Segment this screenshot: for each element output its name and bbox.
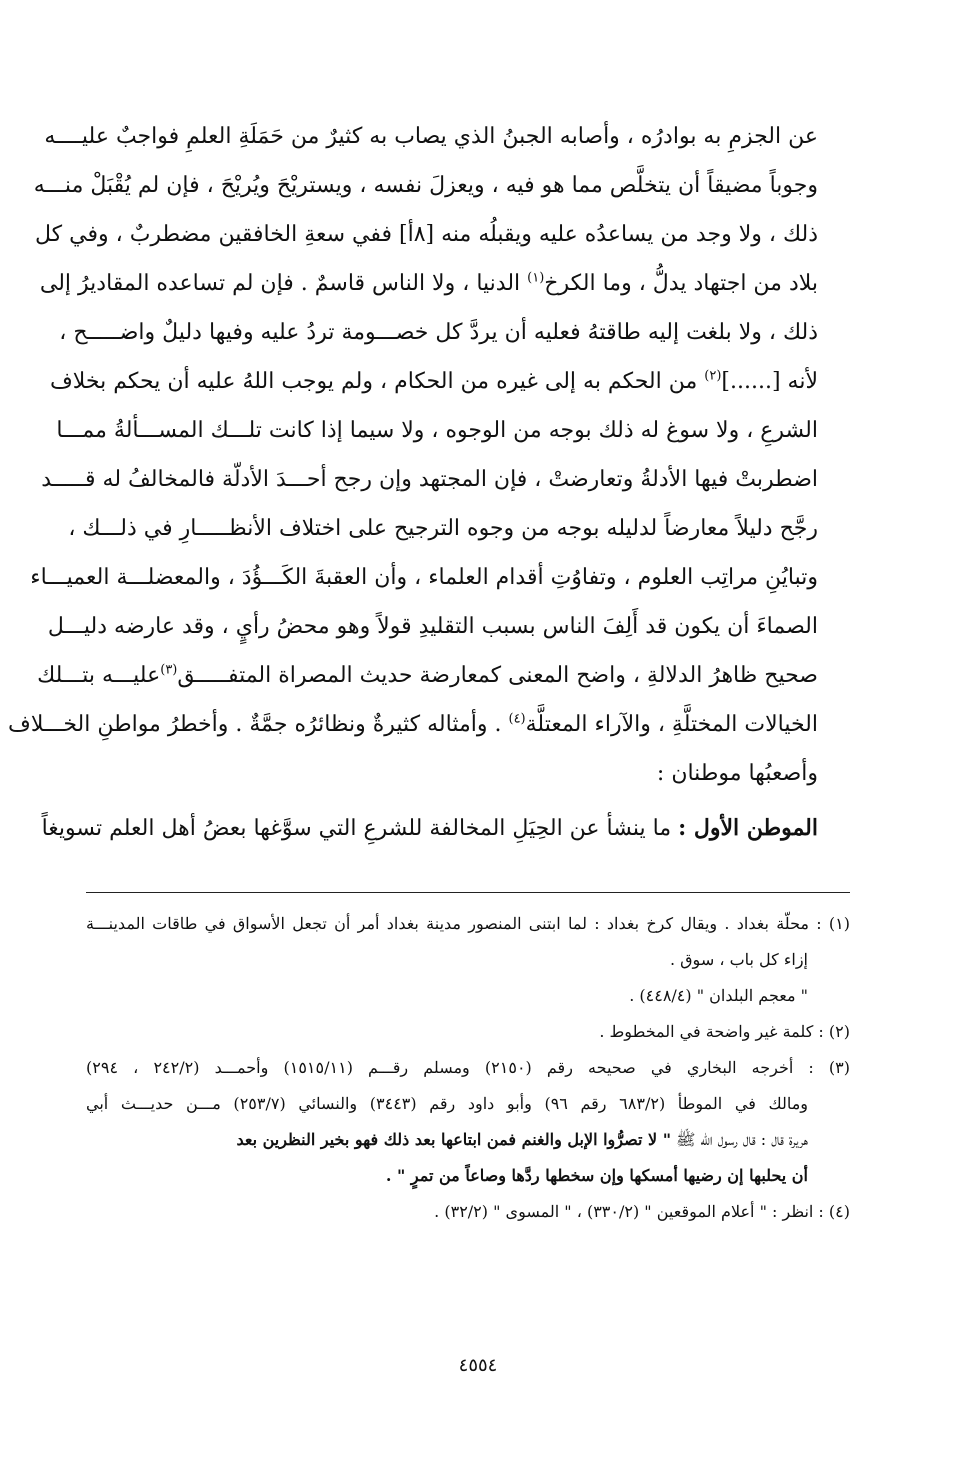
text-line-1 [44, 112, 818, 161]
footnote-separator [86, 892, 850, 893]
text-line-6-part-b: من الحكم به إلى غيره من الحكام ، ولم يوجب اللهُ عليه أن يحكم بخلاف [49, 369, 698, 394]
text-line-8 [41, 455, 818, 504]
text-line-4-part-a: بلاد من اجتهاد يدلُّ ، وما الكرخ [544, 271, 818, 296]
footnote-3-text-3: هريرة قال : قال رسول الله [700, 1130, 808, 1149]
footnote-2-text: (٢) : كلمة غير واضحة في المخطوط . [599, 1022, 850, 1041]
text-line-12-part-b: عليـــه بتـــلك [37, 663, 161, 688]
text-line-12 [37, 651, 818, 700]
text-line-7-content: الشرعِ ، ولا سوغ له ذلك بوجه من الوجوه ، ولا سيما إذا كانت تلـــك المســـألةُ ممـــا [56, 418, 818, 443]
text-line-6 [49, 357, 818, 406]
text-line-15 [41, 804, 818, 853]
footnote-1-line-1 [86, 906, 850, 942]
footnote-3-line-3 [86, 1122, 850, 1158]
text-line-14 [86, 749, 818, 798]
text-line-3 [35, 210, 818, 259]
footnote-marker-1[interactable]: (١) [527, 270, 545, 286]
hadith-text-1: " لا تصرُّوا الإبل والغنم فمن ابتاعها بعد ذلك فهو بخير النظرين بعد [236, 1130, 672, 1149]
page-number: ٤٥٥٤ [458, 1355, 498, 1376]
text-line-14-content: وأصعبُها موطنان : [656, 761, 818, 786]
footnotes [86, 906, 850, 1230]
footnote-3-text-2: ومالك في الموطأ (٦٨٣/٢ رقم ٩٦) وأبو داود رقم (٣٤٤٣) والنسائي (٢٥٣/٧) مـــن حديـــث أبي [86, 1094, 809, 1113]
text-line-15-content: ما ينشأ عن الحِيَلِ المخالفة للشرعِ التي سوَّغها بعضُ أهل العلم تسويغاً [41, 816, 672, 841]
text-line-5 [59, 308, 818, 357]
text-line-9 [68, 504, 818, 553]
text-line-11-content: الصماءَ أن يكون قد أَلِفَ الناس بسبب التقليدِ قولاً وهو محضُ رأيٍ ، وقد عارضه دليـــل [47, 614, 818, 639]
text-line-4 [39, 259, 818, 308]
text-line-12-part-a: صحيح ظاهرُ الدلالةِ ، واضح المعنى كمعارضة حديث المصراة المتفـــــق [177, 663, 818, 688]
text-line-1-content: عن الجزمِ به بوادرُه ، وأصابه الجبنُ الذي يصاب به كثيرٌ من حَمَلَةِ العلمِ فواجبٌ عليــــه [44, 124, 818, 149]
footnote-1-text-2: إزاء كل باب ، سوق . [669, 950, 808, 969]
footnote-marker-2[interactable]: (٢) [704, 368, 722, 384]
footnote-3-line-2 [86, 1086, 850, 1122]
text-line-4-part-b: الدنيا ، ولا الناس قاسمٌ . فإن لم تساعده المقاديرُ إلى [39, 271, 521, 296]
footnote-2-line-1 [86, 1014, 850, 1050]
text-line-10 [30, 553, 818, 602]
text-line-11 [47, 602, 818, 651]
text-line-9-content: رجَّح دليلاً معارضاً لدليله بوجه من وجوه الترجيح على اختلاف الأنظـــــارِ في ذلـــك ، [68, 516, 818, 541]
footnote-3-text-1: (٣) : أخرجه البخاري في صحيحه رقم (٢١٥٠) ومسلم رقـــم (١٥١٥/١١) وأحمـــد (٢٤٢/٢ ، ٢٩٤) [86, 1058, 851, 1077]
section-heading-first-position: الموطن الأول : [678, 815, 818, 841]
text-line-7 [56, 406, 818, 455]
footnote-3-line-4 [86, 1158, 850, 1194]
hadith-text-2: أن يحلبها إن رضيها أمسكها وإن سخطها ردَّها وصاعاً من تمرٍ " . [385, 1166, 808, 1185]
footnote-4-text: (٤) : انظر : " أعلام الموقعين " (٣٣٠/٢) ، " المسوى " (٣٢/٢) . [434, 1202, 850, 1221]
text-line-3-content: ذلك ، ولا وجد من يساعدُه عليه ويقبلُه منه [٨أ] ففي سعةِ الخافقين مضطربٌ ، وفي كل [35, 222, 818, 247]
text-line-8-content: اضطربتْ فيها الأدلةُ وتعارضتْ ، فإن المجتهد وإن رجح أحـــدَ الأدلّة فالمخالفُ له قـــــد [41, 467, 818, 492]
text-line-10-content: وتبايُنِ مراتِب العلوم ، وتفاوُتِ أقدام العلماء ، وأن العقبةَ الكَـــؤُدَ ، والمعضلـــة العميـــاء [30, 565, 818, 590]
text-line-5-content: ذلك ، ولا بلغت إليه طاقتهُ فعليه أن يردَّ كل خصـــومة تردُ عليه وفيها دليلٌ واضـــــح ، [59, 320, 818, 345]
footnote-1-line-3 [86, 978, 850, 1014]
text-line-2 [33, 161, 818, 210]
text-line-13-part-b: . وأمثاله كثيرةٌ ونظائرُه جمَّةٌ . وأخطرُ مواطنِ الخـــلاف [8, 712, 502, 737]
text-line-13-part-a: الخيالات المختلَّةِ ، والآراء المعتلَّة [525, 712, 818, 737]
footnote-4-line-1 [86, 1194, 850, 1230]
footnote-marker-3[interactable]: (٣) [160, 662, 178, 678]
footnote-1-line-2 [86, 942, 850, 978]
salawat-symbol: ﷺ [676, 1130, 696, 1149]
footnote-marker-4[interactable]: (٤) [508, 711, 526, 727]
footnote-1-text-1: (١) : محلّة بغداد . ويقال كرخ بغداد : لما ابتنى المنصور مدينة بغداد أمر أن تجعل الأسواق في طاقات المدينـــة [86, 914, 850, 933]
text-line-6-part-a: لأنه [......] [721, 369, 818, 394]
text-line-2-content: وجوباً مضيقاً أن يتخلَّص مما هو فيه ، ويعزلَ نفسه ، ويستريْحَ ويُريْحَ ، فإن لم يُقْبَلْ منـــه [33, 173, 818, 198]
footnote-3-line-1 [86, 1050, 850, 1086]
footnote-1-source: " معجم البلدان " (٤٤٨/٤) . [629, 986, 808, 1005]
text-line-13 [8, 700, 818, 749]
main-text [8, 112, 818, 853]
